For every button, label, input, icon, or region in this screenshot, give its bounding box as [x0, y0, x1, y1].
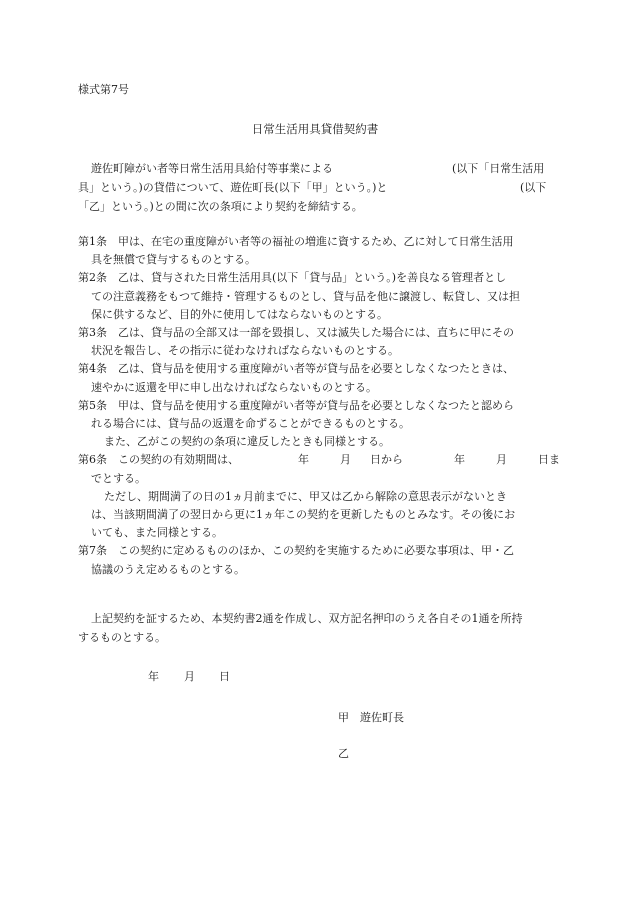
article-2-line-1: [78, 269, 560, 287]
article-4-heading: 第4条: [78, 362, 107, 376]
article-2-heading: 第2条: [78, 271, 107, 285]
article-2-line-2: ての注意義務をもつて維持・管理するものとし、貸与品を他に譲渡し、転貸し、又は担: [91, 289, 520, 303]
end-year-label: 年: [454, 453, 465, 467]
article-5-line-1: [78, 397, 560, 415]
closing-line-1: 上記契約を証するため、本契約書2通を作成し、双方記名押印のうえ各自その1通を所持: [91, 612, 523, 625]
article-4-line-2: 速やかに返還を甲に申し出なければならないものとする。: [91, 380, 377, 394]
date-year: 年: [148, 670, 159, 683]
document-title: 日常生活用具貸借契約書: [251, 122, 379, 136]
article-7-line-2: 協議のうえ定めるものとする。: [91, 562, 245, 576]
article-7-line-1: [78, 542, 560, 560]
article-6-heading: 第6条: [78, 453, 107, 467]
article-1-line-2: 具を無償で貸与するものとする。: [91, 253, 256, 267]
start-month-label: 月: [340, 453, 351, 467]
article-6-line-5: いても、また同様とする。: [91, 526, 223, 540]
article-6-line-2: でとする。: [91, 471, 146, 485]
article-6-text: この契約の有効期間は、: [118, 453, 239, 467]
end-day-label: 日ま: [538, 453, 560, 467]
start-day-label: 日から: [370, 453, 403, 467]
article-5-heading: 第5条: [78, 398, 107, 412]
closing-line-2: するものとする。: [78, 631, 166, 644]
article-3-line-1: [78, 324, 560, 342]
form-number: 様式第7号: [78, 83, 129, 96]
article-1-heading: 第1条: [78, 235, 107, 248]
article-1-line-1: [78, 233, 560, 251]
article-6-line-4: は、当該期間満了の翌日から更に1ヵ年この契約を更新したものとみなす。その後にお: [91, 508, 516, 522]
preamble-line-3: 「乙」という。)との間に次の条項により契約を締結する。: [78, 200, 363, 213]
preamble-line-1a: 遊佐町障がい者等日常生活用具給付等事業による: [91, 162, 333, 175]
article-3-text: 乙は、貸与品の全部又は一部を毀損し、又は滅失した場合には、直ちに甲にその: [118, 326, 514, 340]
preamble-line-2b: (以下: [520, 181, 547, 194]
party-b-signature: [338, 746, 349, 762]
article-6-line-1: [78, 451, 560, 469]
article-2-text: 乙は、貸与された日常生活用具(以下「貸与品」という。)を善良なる管理者とし: [118, 271, 507, 285]
party-a-signature: [338, 710, 404, 726]
start-year-label: 年: [298, 453, 309, 467]
preamble-line-2a: 具」という。)の貸借について、遊佐町長(以下「甲」という。)と: [78, 181, 388, 194]
article-3-heading: 第3条: [78, 326, 107, 340]
article-3-line-2: 状況を報告し、その指示に従わなければならないものとする。: [91, 344, 399, 358]
article-5-line-3: また、乙がこの契約の条項に違反したときも同様とする。: [104, 435, 390, 449]
date-day: 日: [219, 670, 230, 683]
article-4-line-1: [78, 360, 560, 378]
article-5-text: 甲は、貸与品を使用する重度障がい者等が貸与品を必要としなくなつたと認めら: [118, 398, 514, 412]
article-7-text: この契約に定めるもののほか、この契約を実施するために必要な事項は、甲・乙: [118, 544, 514, 558]
party-a-name: 遊佐町長: [360, 711, 404, 724]
article-5-line-2: れる場合には、貸与品の返還を命ずることができるものとする。: [91, 417, 410, 431]
end-month-label: 月: [496, 453, 507, 467]
party-a-label: 甲: [338, 711, 349, 724]
article-1-text: 甲は、在宅の重度障がい者等の福祉の増進に資するため、乙に対して日常生活用: [118, 235, 514, 248]
article-7-heading: 第7条: [78, 544, 107, 558]
article-2-line-3: 保に供するなど、目的外に使用してはならないものとする。: [91, 307, 388, 321]
preamble-line-1b: (以下「日常生活用: [452, 162, 545, 175]
article-4-text: 乙は、貸与品を使用する重度障がい者等が貸与品を必要としなくなつたときは、: [118, 362, 514, 376]
party-b-label: 乙: [338, 747, 349, 760]
articles: [78, 233, 560, 579]
article-6-line-3: ただし、期間満了の日の1ヵ月前までに、甲又は乙から解除の意思表示がないとき: [104, 489, 507, 503]
date-month: 月: [184, 670, 195, 683]
